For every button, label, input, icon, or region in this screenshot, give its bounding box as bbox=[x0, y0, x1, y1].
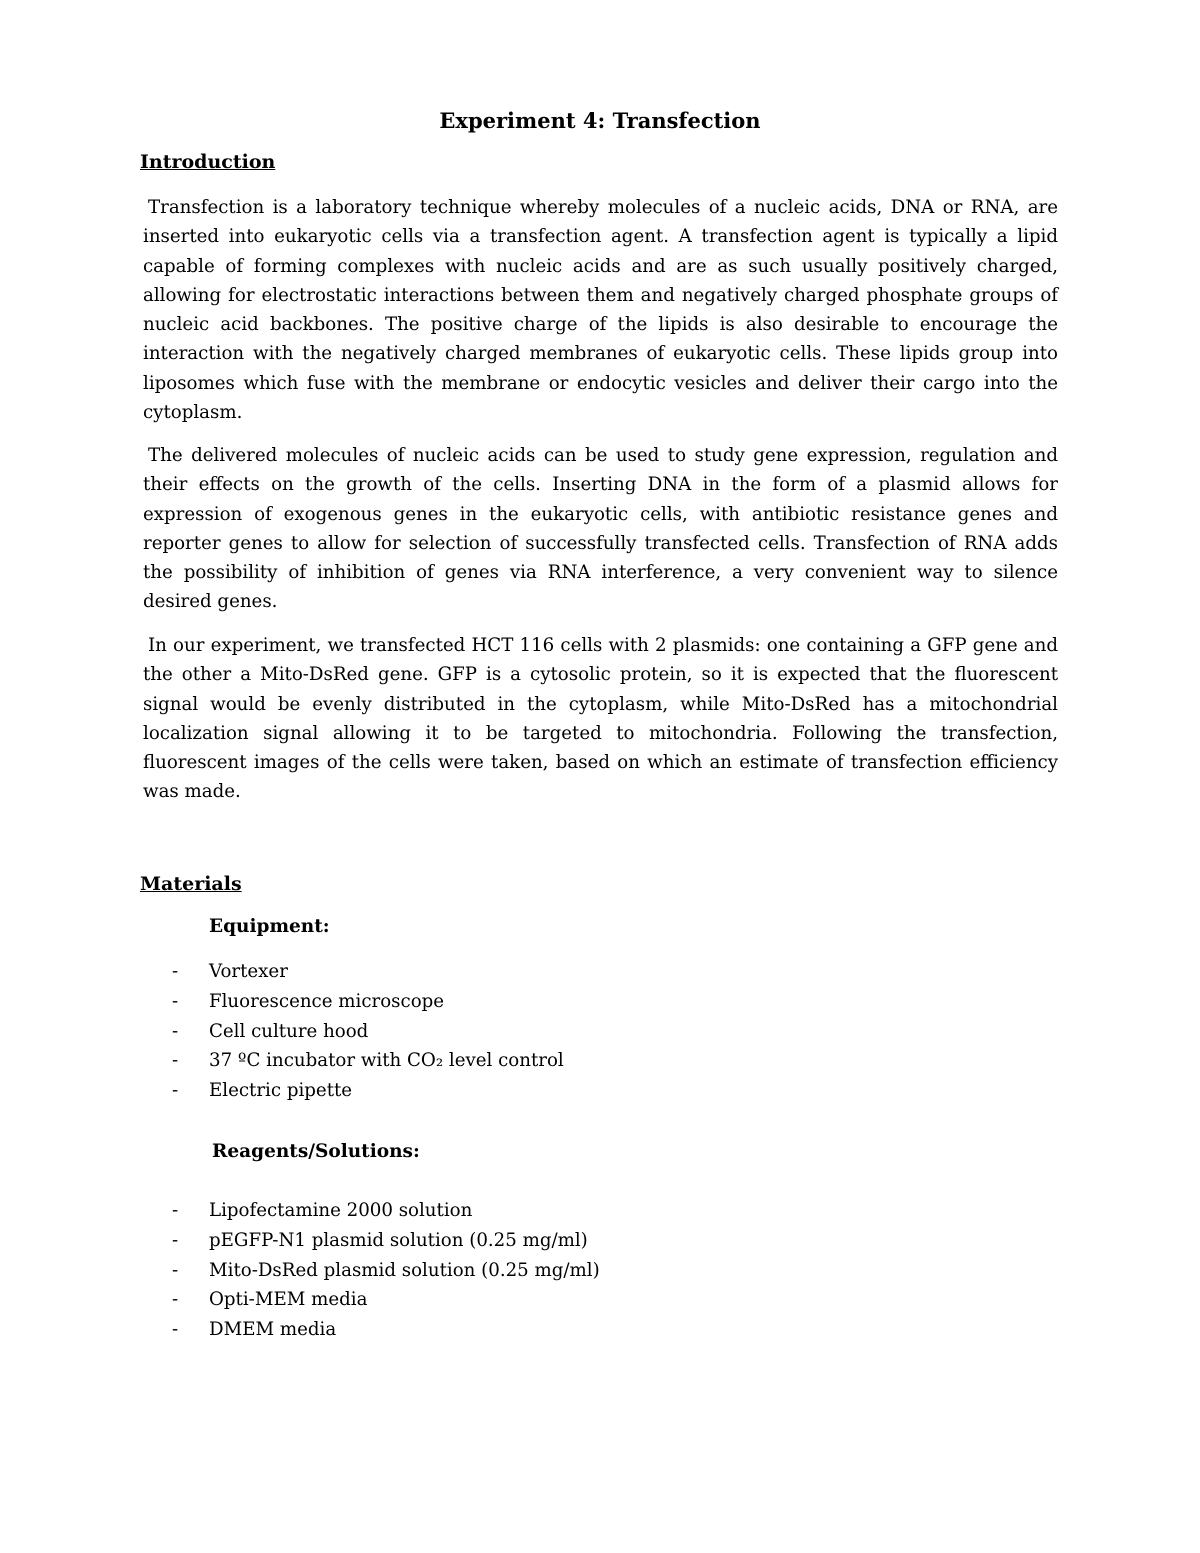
bullet-dash: - bbox=[172, 1200, 179, 1221]
introduction-paragraph-2: The delivered molecules of nucleic acids can be used to study gene expression, regulation and their effects on the growth of the cells. Inserting DNA in the form of a plasmid allows for expression of exogenous genes in the eukaryotic cells, with antibiotic resistance genes and reporter genes to allow for selection of successfully transfected cells. Transfection of RNA adds the possibility of inhibition of genes via RNA interference, a very convenient way to silence desired genes. bbox=[143, 445, 1058, 613]
bullet-dash: - bbox=[172, 1020, 179, 1042]
bullet-dash: - bbox=[172, 1319, 179, 1341]
bullet-dash: - bbox=[172, 1050, 179, 1072]
introduction-paragraph-1: Transfection is a laboratory technique whereby molecules of a nucleic acids, DNA or RNA, are inserted into eukaryotic cells via a transfection agent. A transfection agent is typically a lipid capable of forming complexes with nucleic acids and are as such usually positively charged, allowing for electrostatic interactions between them and negatively charged phosphate groups of nucleic acid backbones. The positive charge of the lipids is also desirable to encourage the interaction with the negatively charged membranes of eukaryotic cells. These lipids group into liposomes which fuse with the membrane or endocytic vesicles and deliver their cargo into the cytoplasm. bbox=[143, 197, 1058, 424]
reagent-item: Mito-DsRed plasmid solution (0.25 mg/ml) bbox=[209, 1259, 600, 1281]
reagent-item: pEGFP-N1 plasmid solution (0.25 mg/ml) bbox=[209, 1229, 588, 1251]
equipment-item: 37 ºC incubator with CO₂ level control bbox=[209, 1050, 564, 1072]
bullet-dash: - bbox=[172, 1229, 179, 1251]
list-item bbox=[172, 1256, 600, 1286]
bullet-dash: - bbox=[172, 1289, 179, 1311]
equipment-item: Fluorescence microscope bbox=[209, 990, 445, 1012]
bullet-dash: - bbox=[172, 990, 179, 1012]
list-item bbox=[172, 1315, 600, 1345]
list-item bbox=[172, 1196, 600, 1226]
bullet-dash: - bbox=[172, 961, 179, 982]
list-item bbox=[172, 1017, 564, 1047]
document-title: Experiment 4: Transfection bbox=[439, 108, 761, 133]
list-item bbox=[172, 1046, 564, 1076]
reagents-list bbox=[172, 1196, 600, 1345]
equipment-item: Cell culture hood bbox=[209, 1020, 369, 1042]
list-item bbox=[172, 987, 564, 1017]
bullet-dash: - bbox=[172, 1259, 179, 1281]
equipment-item: Vortexer bbox=[209, 961, 288, 982]
list-item bbox=[172, 1226, 600, 1256]
materials-heading: Materials bbox=[140, 873, 242, 895]
reagent-item: Lipofectamine 2000 solution bbox=[209, 1200, 473, 1221]
list-item bbox=[172, 1076, 564, 1106]
reagents-heading: Reagents/Solutions: bbox=[212, 1141, 420, 1162]
list-item bbox=[172, 957, 564, 987]
equipment-item: Electric pipette bbox=[209, 1080, 353, 1102]
reagent-item: Opti-MEM media bbox=[209, 1289, 368, 1311]
reagent-item: DMEM media bbox=[209, 1319, 337, 1341]
bullet-dash: - bbox=[172, 1080, 179, 1102]
introduction-heading: Introduction bbox=[140, 151, 276, 173]
equipment-heading: Equipment: bbox=[209, 916, 330, 937]
list-item bbox=[172, 1285, 600, 1315]
equipment-list bbox=[172, 957, 564, 1106]
introduction-paragraph-3: In our experiment, we transfected HCT 116 cells with 2 plasmids: one containing a GFP gene and the other a Mito-DsRed gene. GFP is a cytosolic protein, so it is expected that the fluorescent signal would be evenly distributed in the cytoplasm, while Mito-DsRed has a mitochondrial localization signal allowing it to be targeted to mitochondria. Following the transfection, fluorescent images of the cells were taken, based on which an estimate of transfection efficiency was made. bbox=[143, 635, 1058, 803]
